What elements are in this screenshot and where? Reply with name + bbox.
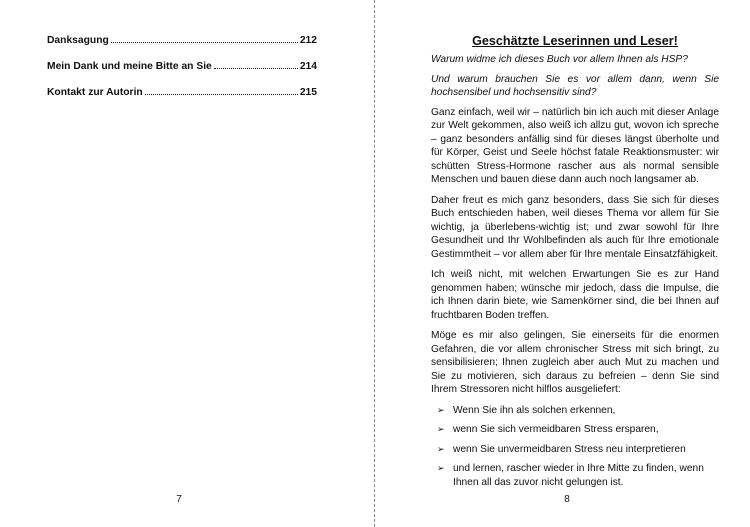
bullet-list [431, 404, 719, 490]
page-content [431, 34, 719, 495]
left-page [0, 0, 374, 527]
toc-leader-dots [111, 33, 298, 43]
page-title: Geschätzte Leserinnen und Leser! [472, 34, 678, 48]
arrow-bullet-icon: ➢ [437, 443, 445, 454]
toc-entry-label: Danksagung [47, 35, 109, 46]
list-item-text: Wenn Sie ihn als solchen erkennen, [453, 404, 616, 416]
body-paragraph: Ich weiß nicht, mit welchen Erwartungen Sie es zur Hand genommen haben; wünsche mir jedoch, dass die Impulse, die ich Ihnen darin biete, wie Samenkörner sind, die bei Ihnen auf fruchtbaren Boden treffen. [431, 269, 719, 321]
toc-entry-page: 214 [299, 61, 317, 72]
list-item [431, 423, 719, 437]
toc-entry-page: 215 [299, 87, 317, 98]
toc-entry-page: 212 [299, 35, 317, 46]
list-item [431, 443, 719, 457]
toc-entry-label: Mein Dank und meine Bitte an Sie [47, 61, 212, 72]
list-item [431, 462, 719, 489]
body-paragraph: Daher freut es mich ganz besonders, dass Sie sich für dieses Buch entschieden haben, weil dieses Thema vor allem für Sie wichtig, ja überlebens-wichtig ist; und zwar sowohl für Ihre Gesundheit und Ihr Wohlbefinden als auch für Ihre emotionale Gestimmtheit – vor allem aber für Ihre mentale Einsatzfähigkeit. [431, 194, 719, 260]
toc-entry[interactable] [47, 33, 317, 47]
page-number: 7 [176, 494, 182, 505]
toc-leader-dots [214, 59, 298, 69]
toc-leader-dots [145, 85, 298, 95]
arrow-bullet-icon: ➢ [437, 404, 445, 415]
page-divider [374, 0, 375, 527]
question-text: Und warum brauchen Sie es vor allem dann, wenn Sie hochsensibel und hochsensitiv sind? [431, 73, 719, 98]
toc-entry[interactable] [47, 85, 317, 99]
list-item-text: und lernen, rascher wieder in Ihre Mitte zu finden, wenn Ihnen all das zuvor nicht gelungen ist. [453, 463, 704, 488]
list-item-text: wenn Sie unvermeidbaren Stress neu interpretieren [453, 443, 686, 455]
page-number: 8 [564, 494, 570, 505]
arrow-bullet-icon: ➢ [437, 463, 445, 473]
table-of-contents [47, 33, 317, 111]
toc-entry[interactable] [47, 59, 317, 73]
list-item-text: wenn Sie sich vermeidbaren Stress ersparen, [453, 424, 659, 435]
question-text: Warum widme ich dieses Buch vor allem Ihnen als HSP? [431, 54, 688, 65]
arrow-bullet-icon: ➢ [437, 424, 445, 434]
body-paragraph: Möge es mir also gelingen, Sie einerseits für die enormen Gefahren, die vor allem chronischer Stress mit sich bringt, zu sensibilisieren; Ihnen zugleich aber auch Mut zu machen und Sie zu motivieren, sich daraus zu befreien – denn Sie sind Ihrem Stressoren nicht hilflos ausgeliefert: [431, 330, 719, 395]
list-item [431, 404, 719, 418]
right-page [376, 0, 750, 527]
body-paragraph: Ganz einfach, weil wir – natürlich bin ich auch mit dieser Anlage zur Welt gekommen, also weiß ich allzu gut, wovon ich spreche – ganz besonders anfällig sind für dieses längst überholte und für Körper, Geist und Seele höchst fatale Reaktionsmuster: wir schütten Stress-Hormone rascher aus als normal sensible Menschen und bauen diese dann auch noch langsamer ab. [431, 106, 719, 185]
toc-entry-label: Kontakt zur Autorin [47, 87, 143, 98]
